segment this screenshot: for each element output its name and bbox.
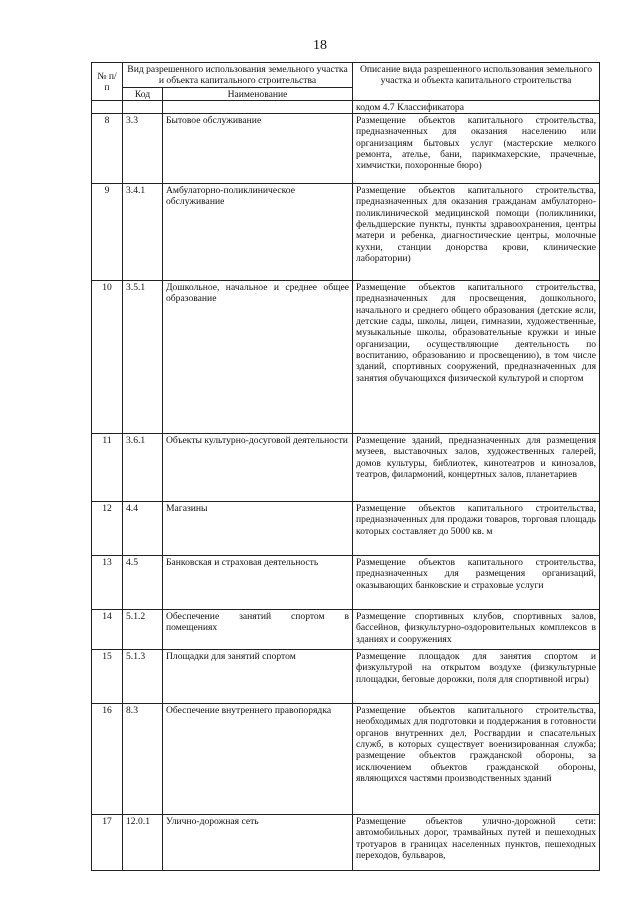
row-name: Обеспечение занятий спортом в помещениях bbox=[163, 610, 353, 650]
row-name: Банковская и страховая деятельность bbox=[163, 556, 353, 610]
row-description: Размещение зданий, предназначенных для размещения музеев, выставочных залов, художественных галерей, домов культуры, библиотек, кинотеатров и кинозалов, театров, филармоний, концертных залов, планетариев bbox=[353, 434, 600, 502]
row-code: 5.1.3 bbox=[123, 650, 163, 704]
page-number: 18 bbox=[313, 38, 327, 53]
row-code: 12.0.1 bbox=[123, 815, 163, 871]
row-number: 10 bbox=[92, 281, 123, 434]
land-use-table bbox=[91, 62, 600, 871]
header-group: Вид разрешенного использования земельного участка и объекта капитального строительства bbox=[123, 63, 353, 88]
row-number: 8 bbox=[92, 114, 123, 184]
row-code: 3.4.1 bbox=[123, 184, 163, 281]
table-row bbox=[92, 556, 600, 610]
row-code: 3.3 bbox=[123, 114, 163, 184]
header-description: Описание вида разрешенного использования земельного участка и объекта капитального строительства bbox=[353, 63, 600, 101]
header-name: Наименование bbox=[163, 87, 353, 100]
row-number: 17 bbox=[92, 815, 123, 871]
row-name: Магазины bbox=[163, 502, 353, 556]
row-code: 3.5.1 bbox=[123, 281, 163, 434]
row-name: Дошкольное, начальное и среднее общее образование bbox=[163, 281, 353, 434]
row-code: 5.1.2 bbox=[123, 610, 163, 650]
row-description: Размещение объектов капитального строительства, предназначенных для размещения организаций, оказывающих банковские и страховые услуги bbox=[353, 556, 600, 610]
header-num: № п/п bbox=[92, 63, 123, 101]
row-code: 8.3 bbox=[123, 704, 163, 815]
row-number: 15 bbox=[92, 650, 123, 704]
continuation-row bbox=[92, 100, 600, 113]
table-row bbox=[92, 281, 600, 434]
row-description: Размещение объектов капитального строительства, предназначенных для оказания гражданам амбулаторно-поликлинической медицинской помощи (поликлиники, фельдшерские пункты, пункты здравоохранения, центры матери и ребенка, диагностические центры, молочные кухни, станции донорства крови, клинические лаборатории) bbox=[353, 184, 600, 281]
row-name: Амбулаторно-поликлиническое обслуживание bbox=[163, 184, 353, 281]
row-number: 12 bbox=[92, 502, 123, 556]
row-number: 9 bbox=[92, 184, 123, 281]
table-row bbox=[92, 184, 600, 281]
row-description: Размещение объектов капитального строительства, необходимых для подготовки и поддержания в готовности органов внутренних дел, Росгвардии и спасательных служб, в которых существует военизированная служба; размещение объектов гражданской обороны, за исключением объектов гражданской обороны, являющихся частями производственных зданий bbox=[353, 704, 600, 815]
row-description: Размещение объектов капитального строительства, предназначенных для продажи товаров, торговая площадь которых составляет до 5000 кв. м bbox=[353, 502, 600, 556]
row-description: Размещение объектов капитального строительства, предназначенных для просвещения, дошкольного, начального и среднего общего образования (детские ясли, детские сады, школы, лицеи, гимназии, художественные, музыкальные школы, образовательные кружки и иные организации, осуществляющие деятельность по воспитанию, образованию и просвещению), в том числе зданий, спортивных сооружений, предназначенных для занятия обучающихся физической культурой и спортом bbox=[353, 281, 600, 434]
row-name: Площадки для занятий спортом bbox=[163, 650, 353, 704]
table-row bbox=[92, 610, 600, 650]
row-number: 11 bbox=[92, 434, 123, 502]
row-name: Объекты культурно-досуговой деятельности bbox=[163, 434, 353, 502]
table-row bbox=[92, 650, 600, 704]
header-code: Код bbox=[123, 87, 163, 100]
table-row bbox=[92, 114, 600, 184]
row-code: 4.4 bbox=[123, 502, 163, 556]
table-row bbox=[92, 434, 600, 502]
row-name: Обеспечение внутреннего правопорядка bbox=[163, 704, 353, 815]
row-code: 4.5 bbox=[123, 556, 163, 610]
table-row bbox=[92, 502, 600, 556]
continuation-text: кодом 4.7 Классификатора bbox=[353, 100, 600, 113]
row-number: 13 bbox=[92, 556, 123, 610]
row-number: 14 bbox=[92, 610, 123, 650]
row-number: 16 bbox=[92, 704, 123, 815]
table-row bbox=[92, 815, 600, 871]
row-name: Улично-дорожная сеть bbox=[163, 815, 353, 871]
row-description: Размещение площадок для занятия спортом и физкультурой на открытом воздухе (физкультурные площадки, беговые дорожки, поля для спортивной игры) bbox=[353, 650, 600, 704]
row-description: Размещение объектов капитального строительства, предназначенных для оказания населению или организациям бытовых услуг (мастерские мелкого ремонта, ателье, бани, парикмахерские, прачечные, химчистки, похоронные бюро) bbox=[353, 114, 600, 184]
row-description: Размещение объектов улично-дорожной сети: автомобильных дорог, трамвайных путей и пешеходных тротуаров в границах населенных пунктов, пешеходных переходов, бульваров, bbox=[353, 815, 600, 871]
table-row bbox=[92, 704, 600, 815]
row-code: 3.6.1 bbox=[123, 434, 163, 502]
row-name: Бытовое обслуживание bbox=[163, 114, 353, 184]
row-description: Размещение спортивных клубов, спортивных залов, бассейнов, физкультурно-оздоровительных комплексов в зданиях и сооружениях bbox=[353, 610, 600, 650]
